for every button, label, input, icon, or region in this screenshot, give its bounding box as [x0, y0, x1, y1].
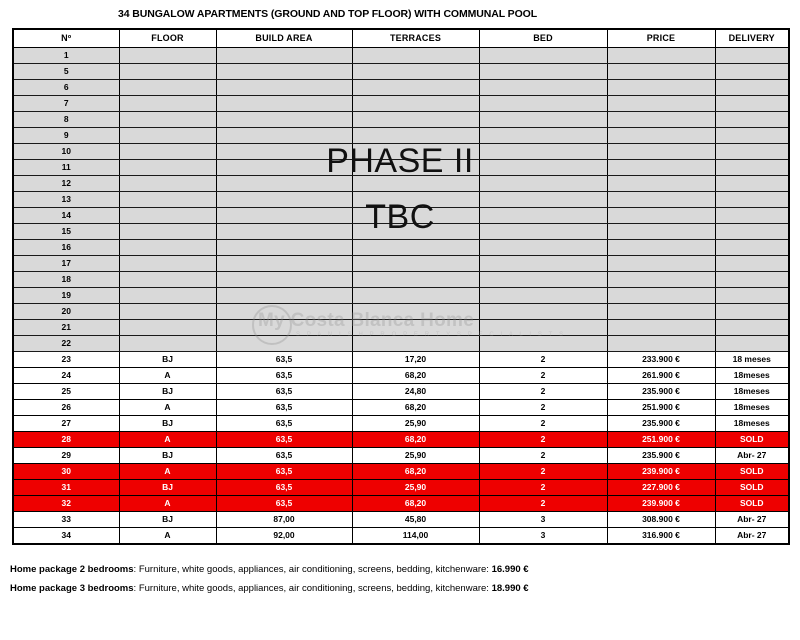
table-body: [13, 48, 789, 545]
cell-build: 63,5: [216, 400, 352, 416]
cell-floor: [119, 128, 216, 144]
cell-build: [216, 160, 352, 176]
cell-floor: A: [119, 528, 216, 545]
home-package-label: Home package 3 bedrooms: [10, 583, 134, 594]
cell-build: [216, 144, 352, 160]
watermark-tagline-text: S P A N I S H P R O P E R T Y S P E C I A L I S T S: [296, 332, 566, 338]
cell-floor: A: [119, 400, 216, 416]
table-row: [13, 512, 789, 528]
cell-floor: BJ: [119, 480, 216, 496]
cell-price: [607, 288, 715, 304]
table-header: [13, 29, 789, 48]
cell-bed: [479, 336, 607, 352]
cell-terraces: 68,20: [352, 432, 479, 448]
cell-price: 261.900 €: [607, 368, 715, 384]
cell-build: [216, 176, 352, 192]
apartments-price-table: [12, 28, 790, 545]
phase-overlay-label: PHASE II: [326, 142, 474, 180]
cell-delivery: Abr- 27: [715, 448, 789, 464]
table-header-row: [13, 29, 789, 48]
cell-build: [216, 240, 352, 256]
cell-floor: BJ: [119, 448, 216, 464]
cell-terraces: [352, 272, 479, 288]
home-package-note: [10, 560, 790, 579]
cell-no: 13: [13, 192, 119, 208]
table-row: [13, 464, 789, 480]
cell-floor: [119, 176, 216, 192]
table-row: [13, 224, 789, 240]
cell-terraces: [352, 192, 479, 208]
cell-no: 25: [13, 384, 119, 400]
cell-bed: [479, 48, 607, 64]
cell-price: [607, 304, 715, 320]
cell-bed: [479, 96, 607, 112]
cell-delivery: [715, 80, 789, 96]
cell-delivery: SOLD: [715, 496, 789, 512]
table-row: [13, 208, 789, 224]
table-row: [13, 368, 789, 384]
table-row: [13, 432, 789, 448]
cell-build: [216, 320, 352, 336]
cell-no: 12: [13, 176, 119, 192]
cell-no: 21: [13, 320, 119, 336]
cell-floor: BJ: [119, 352, 216, 368]
cell-no: 22: [13, 336, 119, 352]
cell-build: [216, 272, 352, 288]
cell-floor: [119, 208, 216, 224]
cell-bed: 2: [479, 352, 607, 368]
cell-price: [607, 80, 715, 96]
table-row: [13, 480, 789, 496]
page-title: 34 BUNGALOW APARTMENTS (GROUND AND TOP FLOOR) WITH COMMUNAL POOL: [118, 8, 538, 20]
cell-floor: [119, 288, 216, 304]
cell-floor: [119, 320, 216, 336]
cell-build: [216, 304, 352, 320]
cell-bed: [479, 176, 607, 192]
cell-delivery: [715, 144, 789, 160]
cell-terraces: [352, 48, 479, 64]
table-row: [13, 400, 789, 416]
table-row: [13, 80, 789, 96]
cell-terraces: 25,90: [352, 480, 479, 496]
cell-delivery: [715, 224, 789, 240]
cell-terraces: [352, 320, 479, 336]
column-header-no: Nº: [13, 29, 119, 48]
watermark-brand-text: My Costa Blanca Home: [258, 310, 475, 331]
cell-price: 239.900 €: [607, 464, 715, 480]
cell-no: 19: [13, 288, 119, 304]
cell-price: [607, 320, 715, 336]
cell-price: [607, 160, 715, 176]
home-package-description: : Furniture, white goods, appliances, air conditioning, screens, bedding, kitchenware:: [133, 564, 492, 575]
cell-no: 31: [13, 480, 119, 496]
cell-no: 7: [13, 96, 119, 112]
table-row: [13, 384, 789, 400]
cell-bed: [479, 224, 607, 240]
tbc-overlay-label: TBC: [365, 198, 435, 236]
cell-build: 63,5: [216, 352, 352, 368]
price-table-container: [12, 28, 788, 545]
cell-floor: A: [119, 496, 216, 512]
cell-bed: [479, 160, 607, 176]
cell-bed: 2: [479, 432, 607, 448]
cell-bed: 2: [479, 416, 607, 432]
cell-terraces: [352, 240, 479, 256]
cell-price: [607, 128, 715, 144]
cell-build: 63,5: [216, 368, 352, 384]
cell-bed: [479, 192, 607, 208]
cell-terraces: [352, 288, 479, 304]
cell-terraces: 25,90: [352, 448, 479, 464]
cell-price: 251.900 €: [607, 400, 715, 416]
table-row: [13, 416, 789, 432]
cell-terraces: [352, 160, 479, 176]
cell-price: [607, 192, 715, 208]
footer-notes: [10, 560, 790, 598]
cell-build: [216, 256, 352, 272]
cell-no: 15: [13, 224, 119, 240]
cell-delivery: [715, 336, 789, 352]
cell-no: 16: [13, 240, 119, 256]
cell-terraces: [352, 80, 479, 96]
cell-floor: [119, 144, 216, 160]
home-package-note: [10, 579, 790, 598]
cell-price: 227.900 €: [607, 480, 715, 496]
column-header-floor: FLOOR: [119, 29, 216, 48]
cell-no: 11: [13, 160, 119, 176]
cell-no: 27: [13, 416, 119, 432]
cell-floor: [119, 272, 216, 288]
cell-bed: [479, 320, 607, 336]
cell-floor: A: [119, 464, 216, 480]
cell-bed: 2: [479, 384, 607, 400]
cell-delivery: [715, 304, 789, 320]
table-row: [13, 112, 789, 128]
cell-price: 316.900 €: [607, 528, 715, 545]
cell-terraces: 68,20: [352, 496, 479, 512]
cell-floor: [119, 240, 216, 256]
cell-no: 1: [13, 48, 119, 64]
cell-floor: [119, 80, 216, 96]
cell-terraces: [352, 96, 479, 112]
cell-delivery: [715, 160, 789, 176]
cell-terraces: [352, 304, 479, 320]
cell-delivery: 18 meses: [715, 352, 789, 368]
cell-price: 235.900 €: [607, 384, 715, 400]
cell-bed: 2: [479, 480, 607, 496]
cell-no: 30: [13, 464, 119, 480]
cell-no: 14: [13, 208, 119, 224]
column-header-terraces: TERRACES: [352, 29, 479, 48]
cell-price: [607, 272, 715, 288]
cell-delivery: Abr- 27: [715, 512, 789, 528]
cell-price: [607, 208, 715, 224]
home-package-price: 16.990 €: [491, 564, 529, 575]
cell-terraces: 45,80: [352, 512, 479, 528]
table-row: [13, 96, 789, 112]
table-row: [13, 176, 789, 192]
table-row: [13, 272, 789, 288]
cell-terraces: [352, 208, 479, 224]
cell-delivery: [715, 320, 789, 336]
cell-delivery: SOLD: [715, 464, 789, 480]
home-package-description: : Furniture, white goods, appliances, air conditioning, screens, bedding, kitchenware:: [133, 583, 492, 594]
cell-floor: [119, 48, 216, 64]
cell-floor: A: [119, 368, 216, 384]
cell-terraces: [352, 224, 479, 240]
table-row: [13, 144, 789, 160]
cell-floor: BJ: [119, 512, 216, 528]
cell-delivery: [715, 288, 789, 304]
cell-floor: [119, 224, 216, 240]
table-row: [13, 256, 789, 272]
cell-bed: [479, 304, 607, 320]
cell-floor: [119, 336, 216, 352]
cell-delivery: 18meses: [715, 384, 789, 400]
table-row: [13, 304, 789, 320]
cell-bed: [479, 128, 607, 144]
cell-terraces: 24,80: [352, 384, 479, 400]
cell-no: 32: [13, 496, 119, 512]
cell-delivery: [715, 176, 789, 192]
cell-build: [216, 64, 352, 80]
cell-price: 239.900 €: [607, 496, 715, 512]
cell-terraces: [352, 336, 479, 352]
cell-delivery: [715, 272, 789, 288]
cell-bed: [479, 288, 607, 304]
cell-no: 23: [13, 352, 119, 368]
cell-bed: [479, 272, 607, 288]
table-row: [13, 192, 789, 208]
cell-bed: [479, 240, 607, 256]
cell-delivery: Abr- 27: [715, 528, 789, 545]
cell-floor: [119, 192, 216, 208]
cell-bed: 3: [479, 512, 607, 528]
cell-no: 26: [13, 400, 119, 416]
cell-floor: [119, 112, 216, 128]
cell-floor: [119, 160, 216, 176]
cell-no: 28: [13, 432, 119, 448]
cell-build: 63,5: [216, 496, 352, 512]
cell-terraces: [352, 176, 479, 192]
cell-build: [216, 48, 352, 64]
table-row: [13, 528, 789, 545]
cell-build: [216, 208, 352, 224]
cell-delivery: [715, 112, 789, 128]
cell-terraces: 68,20: [352, 400, 479, 416]
cell-terraces: [352, 112, 479, 128]
table-row: [13, 288, 789, 304]
cell-build: 63,5: [216, 432, 352, 448]
cell-bed: [479, 64, 607, 80]
cell-price: 235.900 €: [607, 416, 715, 432]
cell-no: 6: [13, 80, 119, 96]
cell-floor: [119, 64, 216, 80]
cell-price: [607, 240, 715, 256]
cell-price: [607, 144, 715, 160]
cell-price: [607, 336, 715, 352]
cell-floor: [119, 256, 216, 272]
cell-build: 92,00: [216, 528, 352, 545]
cell-terraces: [352, 64, 479, 80]
cell-bed: [479, 80, 607, 96]
cell-delivery: [715, 48, 789, 64]
cell-build: [216, 224, 352, 240]
cell-price: 308.900 €: [607, 512, 715, 528]
cell-terraces: 114,00: [352, 528, 479, 545]
cell-no: 5: [13, 64, 119, 80]
cell-no: 8: [13, 112, 119, 128]
cell-price: 233.900 €: [607, 352, 715, 368]
cell-price: 235.900 €: [607, 448, 715, 464]
cell-price: 251.900 €: [607, 432, 715, 448]
cell-delivery: [715, 192, 789, 208]
cell-delivery: [715, 128, 789, 144]
cell-price: [607, 176, 715, 192]
cell-terraces: [352, 256, 479, 272]
cell-price: [607, 224, 715, 240]
cell-price: [607, 256, 715, 272]
cell-bed: [479, 208, 607, 224]
cell-delivery: SOLD: [715, 480, 789, 496]
table-row: [13, 48, 789, 64]
cell-price: [607, 112, 715, 128]
cell-bed: 2: [479, 368, 607, 384]
cell-no: 24: [13, 368, 119, 384]
cell-delivery: [715, 240, 789, 256]
cell-no: 17: [13, 256, 119, 272]
table-row: [13, 128, 789, 144]
column-header-build: BUILD AREA: [216, 29, 352, 48]
cell-floor: [119, 96, 216, 112]
cell-bed: 2: [479, 400, 607, 416]
cell-no: 9: [13, 128, 119, 144]
cell-no: 34: [13, 528, 119, 545]
cell-floor: [119, 304, 216, 320]
cell-terraces: [352, 144, 479, 160]
cell-build: 63,5: [216, 464, 352, 480]
cell-no: 18: [13, 272, 119, 288]
cell-build: 87,00: [216, 512, 352, 528]
cell-delivery: [715, 96, 789, 112]
cell-terraces: [352, 128, 479, 144]
cell-no: 29: [13, 448, 119, 464]
cell-bed: [479, 144, 607, 160]
cell-delivery: [715, 64, 789, 80]
cell-build: 63,5: [216, 416, 352, 432]
cell-delivery: 18meses: [715, 416, 789, 432]
table-row: [13, 352, 789, 368]
cell-delivery: 18meses: [715, 368, 789, 384]
cell-build: [216, 80, 352, 96]
cell-no: 20: [13, 304, 119, 320]
cell-price: [607, 96, 715, 112]
cell-floor: BJ: [119, 384, 216, 400]
home-package-price: 18.990 €: [491, 583, 529, 594]
cell-bed: [479, 256, 607, 272]
cell-bed: 3: [479, 528, 607, 545]
cell-terraces: 17,20: [352, 352, 479, 368]
table-row: [13, 320, 789, 336]
column-header-delivery: DELIVERY: [715, 29, 789, 48]
cell-build: 63,5: [216, 448, 352, 464]
cell-bed: 2: [479, 448, 607, 464]
cell-delivery: [715, 256, 789, 272]
cell-terraces: 25,90: [352, 416, 479, 432]
cell-floor: BJ: [119, 416, 216, 432]
table-row: [13, 64, 789, 80]
table-row: [13, 448, 789, 464]
cell-terraces: 68,20: [352, 464, 479, 480]
cell-build: 63,5: [216, 384, 352, 400]
cell-build: [216, 112, 352, 128]
cell-bed: 2: [479, 496, 607, 512]
cell-build: [216, 336, 352, 352]
home-package-label: Home package 2 bedrooms: [10, 564, 134, 575]
column-header-price: PRICE: [607, 29, 715, 48]
cell-price: [607, 48, 715, 64]
cell-delivery: 18meses: [715, 400, 789, 416]
cell-build: [216, 288, 352, 304]
cell-build: 63,5: [216, 480, 352, 496]
cell-build: [216, 96, 352, 112]
cell-terraces: 68,20: [352, 368, 479, 384]
cell-no: 10: [13, 144, 119, 160]
cell-no: 33: [13, 512, 119, 528]
column-header-bed: BED: [479, 29, 607, 48]
cell-price: [607, 64, 715, 80]
table-row: [13, 160, 789, 176]
cell-delivery: SOLD: [715, 432, 789, 448]
cell-build: [216, 128, 352, 144]
table-row: [13, 496, 789, 512]
table-row: [13, 240, 789, 256]
cell-build: [216, 192, 352, 208]
cell-bed: [479, 112, 607, 128]
cell-floor: A: [119, 432, 216, 448]
cell-bed: 2: [479, 464, 607, 480]
cell-delivery: [715, 208, 789, 224]
table-row: [13, 336, 789, 352]
